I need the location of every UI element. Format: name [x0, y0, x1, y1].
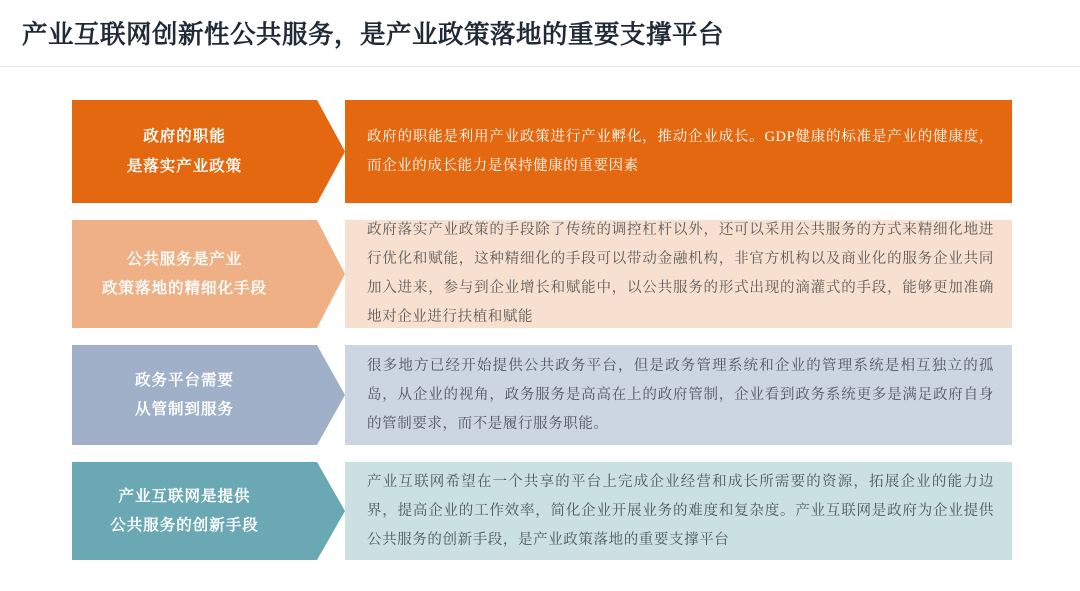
row-label-line: 公共服务是产业 [126, 250, 243, 268]
row-body-text: 政府落实产业政策的手段除了传统的调控杠杆以外，还可以采用公共服务的方式来精细化地进行优化和赋能，这种精细化的手段可以带动金融机构，非官方机构以及商业化的服务企业共同加入进来，参与到企业增长和赋能中，以公共服务的形式出现的滴灌式的手段，能够更加准确地对企业进行扶植和赋能 [367, 222, 994, 325]
row-label-box [72, 100, 297, 203]
row-label-line: 产业互联网是提供 [118, 487, 251, 505]
row-body-text: 很多地方已经开始提供公共政务平台，但是政务管理系统和企业的管理系统是相互独立的孤岛，从企业的视角，政务服务是高高在上的政府管制，企业看到政务系统更多是满足政府自身的管制要求，而不是履行服务职能。 [367, 357, 994, 432]
row-body-box [345, 462, 1012, 560]
row-label-line: 政务平台需要 [134, 371, 234, 389]
row-label-line: 是落实产业政策 [126, 157, 243, 175]
page-title: 产业互联网创新性公共服务，是产业政策落地的重要支撑平台 [22, 21, 725, 49]
slide-title-bar [0, 0, 1080, 66]
process-row [72, 462, 1012, 560]
row-body-box [345, 100, 1012, 203]
row-body-text: 政府的职能是利用产业政策进行产业孵化，推动企业成长。GDP健康的标准是产业的健康度，而企业的成长能力是保持健康的重要因素 [367, 128, 994, 174]
row-label-line: 从管制到服务 [134, 401, 234, 418]
row-label-box [72, 220, 297, 328]
process-rows [72, 100, 1012, 577]
row-label-box [72, 462, 297, 560]
arrow-right-icon [297, 100, 345, 203]
title-divider [0, 66, 1080, 67]
process-row [72, 220, 1012, 328]
row-label-line: 政策落地的精细化手段 [101, 280, 267, 297]
process-row [72, 100, 1012, 203]
row-label-box [72, 345, 297, 445]
row-body-text: 产业互联网希望在一个共享的平台上完成企业经营和成长所需要的资源，拓展企业的能力边界，提高企业的工作效率，简化企业开展业务的难度和复杂度。产业互联网是政府为企业提供公共服务的创新手段，是产业政策落地的重要支撑平台 [367, 473, 994, 548]
row-label-line: 政府的职能 [143, 128, 226, 146]
row-label-line: 公共服务的创新手段 [110, 517, 259, 534]
process-row [72, 345, 1012, 445]
row-body-box [345, 220, 1012, 328]
arrow-right-icon [297, 220, 345, 328]
arrow-right-icon [297, 345, 345, 445]
arrow-right-icon [297, 462, 345, 560]
row-body-box [345, 345, 1012, 445]
